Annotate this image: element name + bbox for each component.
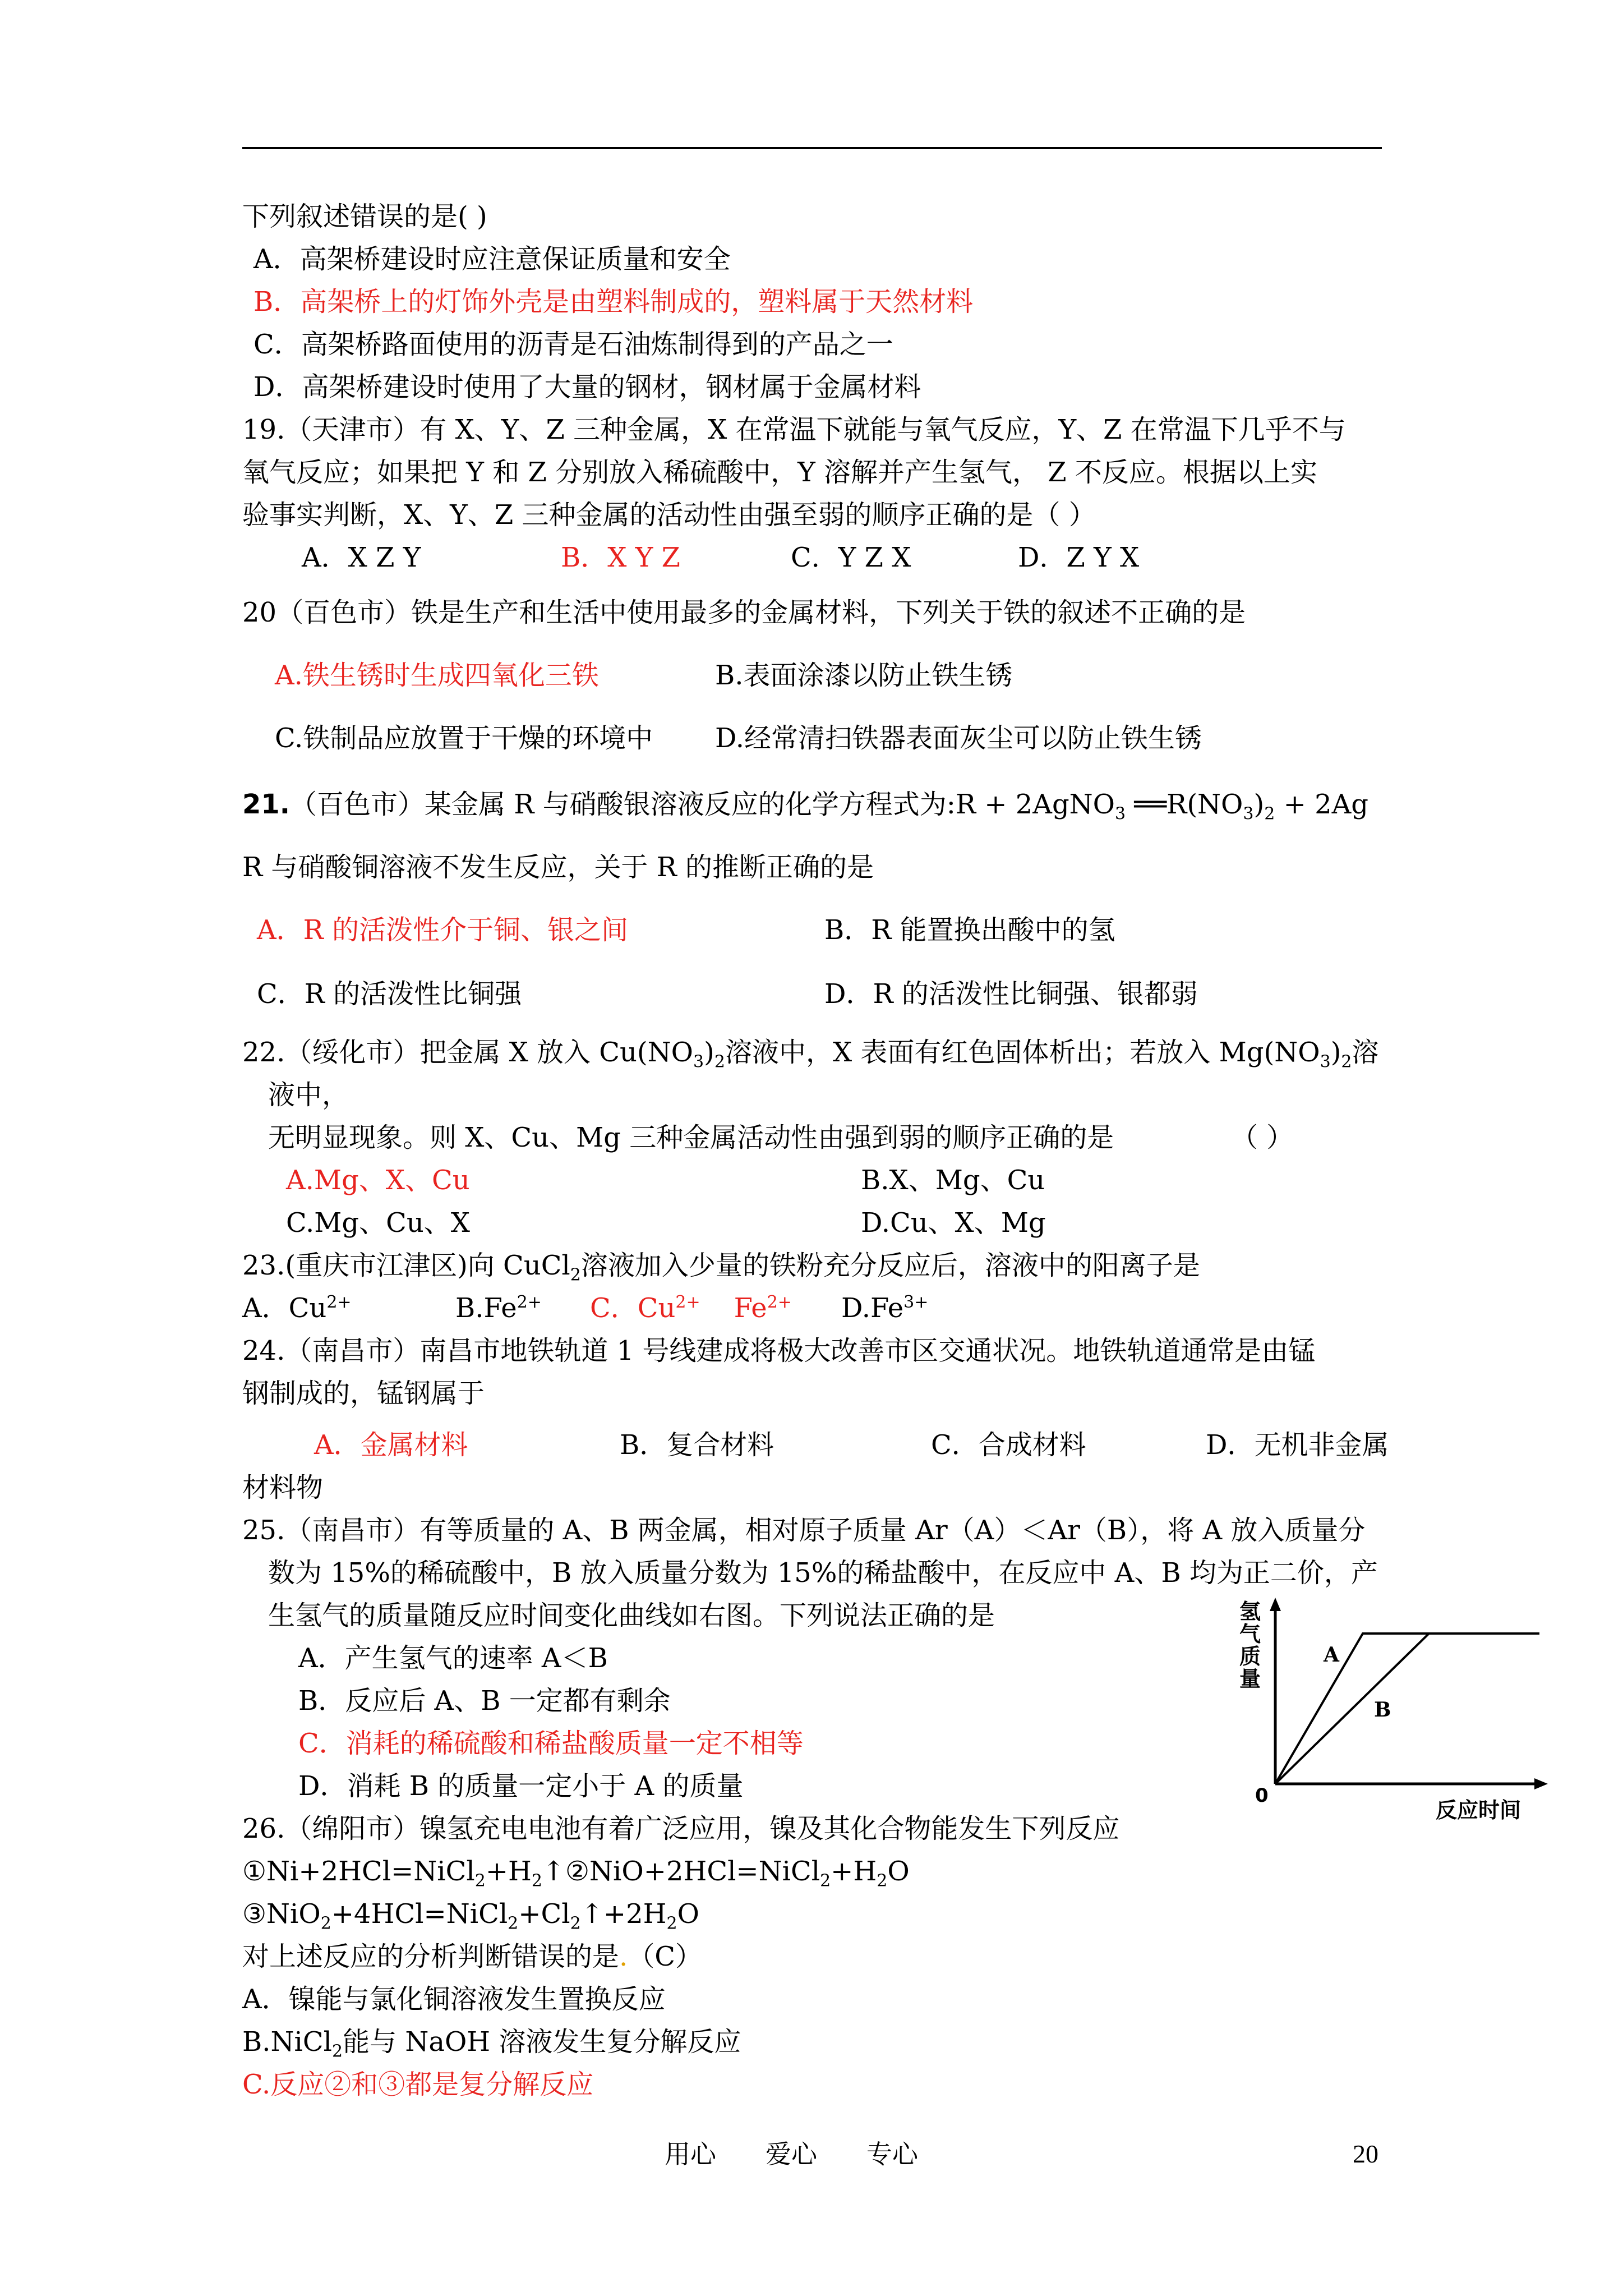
q23-option-d: $D.Fe^{3+}$	[841, 1292, 929, 1324]
q26-option-b: B.NiCl$_2$能与 NaOH 溶液发生复分解反应	[242, 2026, 741, 2062]
footer-motto-3: 专心	[866, 2139, 918, 2169]
x-axis-arrow	[1534, 1778, 1548, 1789]
q25-option-a: A．产生氢气的速率 A＜B	[298, 1642, 608, 1674]
q20-option-c: C.铁制品应放置于干燥的环境中	[275, 723, 653, 754]
q24-option-d: D．无机非金属	[1206, 1429, 1389, 1461]
y-axis-label-char: 质	[1239, 1644, 1261, 1669]
q18-option-d: D．高架桥建设时使用了大量的钢材，钢材属于金属材料	[253, 371, 921, 403]
q19-line-1: 19.（天津市）有 X、Y、Z 三种金属，X 在常温下就能与氧气反应，Y、Z 在常温下几乎不与	[242, 414, 1346, 445]
curve-b	[1275, 1634, 1429, 1784]
q21-option-c: C．R 的活泼性比铜强	[257, 978, 522, 1010]
q19-line-3: 验事实判断，X、Y、Z 三种金属的活动性由强至弱的顺序正确的是（ ）	[242, 499, 1096, 531]
q22-option-a-answer: A.Mg、X、Cu	[286, 1165, 470, 1196]
q23-option-c-answer: C．$Cu^{2+}$ $Fe^{2+}$	[590, 1292, 792, 1324]
x-axis-label: 反应时间	[1436, 1798, 1521, 1823]
q22-line-3: 无明显现象。则 X、Cu、Mg 三种金属活动性由强到弱的顺序正确的是	[268, 1122, 1114, 1153]
q26-reaction-3: $③NiO_2+4HCl=NiCl_2+Cl_2↑+2H_2O$	[242, 1898, 699, 1934]
q24-option-a-answer: A．金属材料	[314, 1429, 468, 1461]
q22-option-b: B.X、Mg、Cu	[861, 1165, 1045, 1196]
q26-stem: 26.（绵阳市）镍氢充电电池有着广泛应用，镍及其化合物能发生下列反应	[242, 1813, 1120, 1844]
q25-option-b: B．反应后 A、B 一定都有剩余	[298, 1685, 671, 1717]
q22-line-1: 22.（绥化市）把金属 X 放入 $Cu(NO_3)_2$溶液中，X 表面有红色固体析出；若放入 $Mg(NO_3)_2$溶	[242, 1037, 1379, 1072]
q25-option-c-answer: C．消耗的稀硫酸和稀盐酸质量一定不相等	[298, 1728, 804, 1759]
page-number: 20	[1353, 2139, 1378, 2168]
q24-line-4: 材料物	[242, 1472, 324, 1503]
q18-option-b-answer: B．高架桥上的灯饰外壳是由塑料制成的，塑料属于天然材料	[253, 286, 974, 318]
y-axis-arrow	[1270, 1598, 1281, 1611]
q26-reaction-1: $①Ni+2HCl=NiCl_2+H_2↑$	[242, 1856, 565, 1891]
footer-motto-2: 爱心	[766, 2139, 817, 2169]
hydrogen-mass-vs-time-figure	[1228, 1593, 1565, 1834]
q26-option-a: A．镍能与氯化铜溶液发生置换反应	[242, 1984, 666, 2015]
q20-option-d: D.经常清扫铁器表面灰尘可以防止铁生锈	[715, 723, 1202, 754]
q23-option-a: A．$Cu^{2+}$	[242, 1292, 352, 1324]
q18-stem: 下列叙述错误的是( )	[242, 201, 487, 232]
q21-line-2: R 与硝酸铜溶液不发生反应，关于 R 的推断正确的是	[242, 852, 874, 883]
q21-number: 21.	[242, 789, 291, 820]
q26-option-c-answer: C.反应②和③都是复分解反应	[242, 2069, 594, 2100]
q19-option-d: D．Z Y X	[1018, 542, 1140, 573]
q22-option-c: C.Mg、Cu、X	[286, 1207, 470, 1239]
q19-option-c: C．Y Z X	[791, 542, 911, 573]
y-axis-label-char: 量	[1239, 1667, 1261, 1691]
header-rule	[242, 147, 1382, 149]
q19-option-b-answer: B．X Y Z	[561, 542, 681, 573]
footer-motto-1: 用心	[665, 2139, 716, 2169]
q19-line-2: 氧气反应；如果把 Y 和 Z 分别放入稀硫酸中，Y 溶解并产生氢气， Z 不反应。根据以上实	[242, 457, 1317, 488]
q25-line-1: 25.（南昌市）有等质量的 A、B 两金属，相对原子质量 Ar（A）＜Ar（B），将 A 放入质量分	[242, 1515, 1366, 1546]
curve-a-label: A	[1324, 1643, 1339, 1667]
q21-option-a-answer: A．R 的活泼性介于铜、银之间	[257, 914, 629, 946]
curve-b-label: B	[1374, 1698, 1391, 1722]
q21-equation-line: 21.（百色市）某金属 R 与硝酸银溶液反应的化学方程式为:R + 2AgNO$_3$ $══R(NO_3)_2 + 2Ag$	[242, 789, 1368, 824]
q18-option-c: C．高架桥路面使用的沥青是石油炼制得到的产品之一	[253, 329, 893, 360]
q20-option-a-answer: A.铁生锈时生成四氧化三铁	[275, 660, 599, 691]
q18-option-a: A．高架桥建设时应注意保证质量和安全	[253, 243, 731, 275]
q25-line-2: 数为 15%的稀硫酸中，B 放入质量分数为 15%的稀盐酸中，在反应中 A、B 均为正二价，产	[268, 1557, 1378, 1589]
y-axis-label-char: 气	[1239, 1622, 1261, 1646]
q19-option-a: A．X Z Y	[302, 542, 421, 573]
q24-line-2: 钢制成的，锰钢属于	[242, 1378, 485, 1409]
q26-judge-line: 对上述反应的分析判断错误的是.（C）	[242, 1941, 703, 1972]
q21-option-d: D．R 的活泼性比铜强、银都弱	[824, 978, 1198, 1010]
origin-label: 0	[1255, 1784, 1269, 1807]
q22-option-d: D.Cu、X、Mg	[861, 1207, 1046, 1239]
q24-line-1: 24.（南昌市）南昌市地铁轨道 1 号线建成将极大改善市区交通状况。地铁轨道通常是由锰	[242, 1335, 1316, 1366]
q24-option-c: C．合成材料	[931, 1429, 1086, 1461]
q25-line-3: 生氢气的质量随反应时间变化曲线如右图。下列说法正确的是	[268, 1600, 995, 1631]
q20-stem: 20（百色市）铁是生产和生活中使用最多的金属材料，下列关于铁的叙述不正确的是	[242, 597, 1246, 628]
q23-option-b: $B.Fe^{2+}$	[455, 1292, 542, 1324]
q26-reaction-2: $②NiO+2HCl=NiCl_2+H_2O$	[565, 1856, 910, 1891]
q20-option-b: B.表面涂漆以防止铁生锈	[715, 660, 1013, 691]
q22-answer-paren: （ ）	[1231, 1122, 1294, 1153]
y-axis-label-char: 氢	[1239, 1599, 1261, 1624]
q21-option-b: B．R 能置换出酸中的氢	[824, 914, 1115, 946]
q24-option-b: B．复合材料	[620, 1429, 774, 1461]
q25-option-d: D．消耗 B 的质量一定小于 A 的质量	[298, 1770, 744, 1802]
q23-stem: 23.(重庆市江津区)向 CuCl$_2$溶液加入少量的铁粉充分反应后，溶液中的阳离子是	[242, 1250, 1200, 1285]
q22-line-2: 液中，	[268, 1079, 349, 1111]
